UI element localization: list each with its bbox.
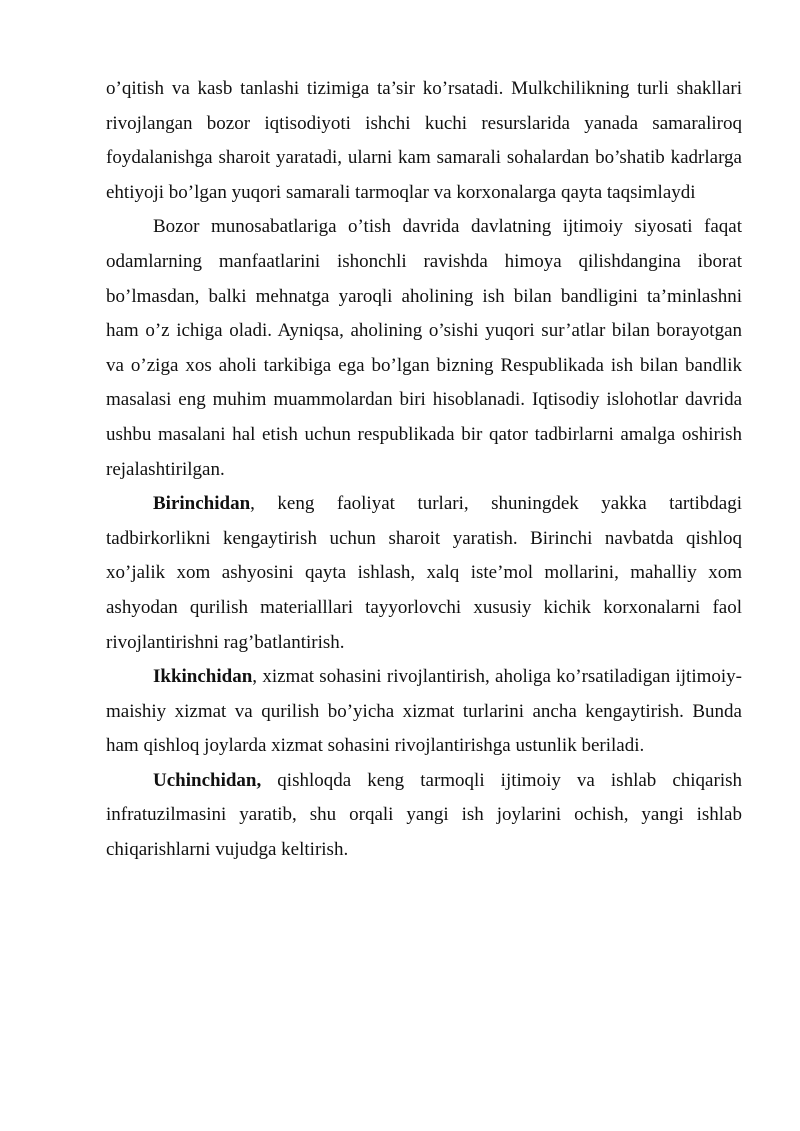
paragraph-1 (106, 72, 742, 210)
paragraph-2 (106, 210, 742, 487)
paragraph-4 (106, 660, 742, 764)
paragraph-5-lead: Uchinchidan, (153, 769, 262, 791)
paragraph-5-text: qishloqda keng tarmoqli ijtimoiy va ishlab chiqarish infratuzilmasini yaratib, shu orqali yangi ish joylarini ochish, yangi ishlab chiqarishlarni vujudga keltirish. (106, 769, 742, 861)
paragraph-3 (106, 487, 742, 660)
paragraph-3-text: , keng faoliyat turlari, shuningdek yakka tartibdagi tadbirkorlikni kengaytirish uchun sharoit yaratish. Birinchi navbatda qishloq xo’jalik xom ashyosini qayta ishlash, xalq iste’mol mollarini, mahalliy xom ashyodan qurilish materialllari tayyorlovchi xususiy kichik korxonalarni faol rivojlantirishni rag’batlantirish. (106, 493, 742, 653)
paragraph-5 (106, 764, 742, 868)
paragraph-4-lead: Ikkinchidan (153, 666, 253, 688)
paragraph-3-lead: Birinchidan (153, 493, 251, 515)
document-page (106, 72, 742, 868)
paragraph-2-text: Bozor munosabatlariga o’tish davrida davlatning ijtimoiy siyosati faqat odamlarning manfaatlarini ishonchli ravishda himoya qilishdangina iborat bo’lmasdan, balki mehnatga yaroqli aholining ish bilan bandligini ta’minlashni ham o’z ichiga oladi. Ayniqsa, aholining o’sishi yuqori sur’atlar bilan borayotgan va o’ziga xos aholi tarkibiga ega bo’lgan bizning Respublikada ish bilan bandlik masalasi eng muhim muammolardan biri hisoblanadi. Iqtisodiy islohotlar davrida ushbu masalani hal etish uchun respublikada bir qator tadbirlarni amalga oshirish rejalashtirilgan. (106, 216, 742, 480)
paragraph-1-text: o’qitish va kasb tanlashi tizimiga ta’sir ko’rsatadi. Mulkchilikning turli shakllari rivojlangan bozor iqtisodiyoti ishchi kuchi resurslarida yanada samaraliroq foydalanishga sharoit yaratadi, ularni kam samarali sohalardan bo’shatib kadrlarga ehtiyoji bo’lgan yuqori samarali tarmoqlar va korxonalarga qayta taqsimlaydi (106, 78, 742, 203)
paragraph-4-text: , xizmat sohasini rivojlantirish, aholiga ko’rsatiladigan ijtimoiy- maishiy xizmat va qurilish bo’yicha xizmat turlarini ancha kengaytirish. Bunda ham qishloq joylarda xizmat sohasini rivojlantirishga ustunlik beriladi. (106, 666, 742, 757)
